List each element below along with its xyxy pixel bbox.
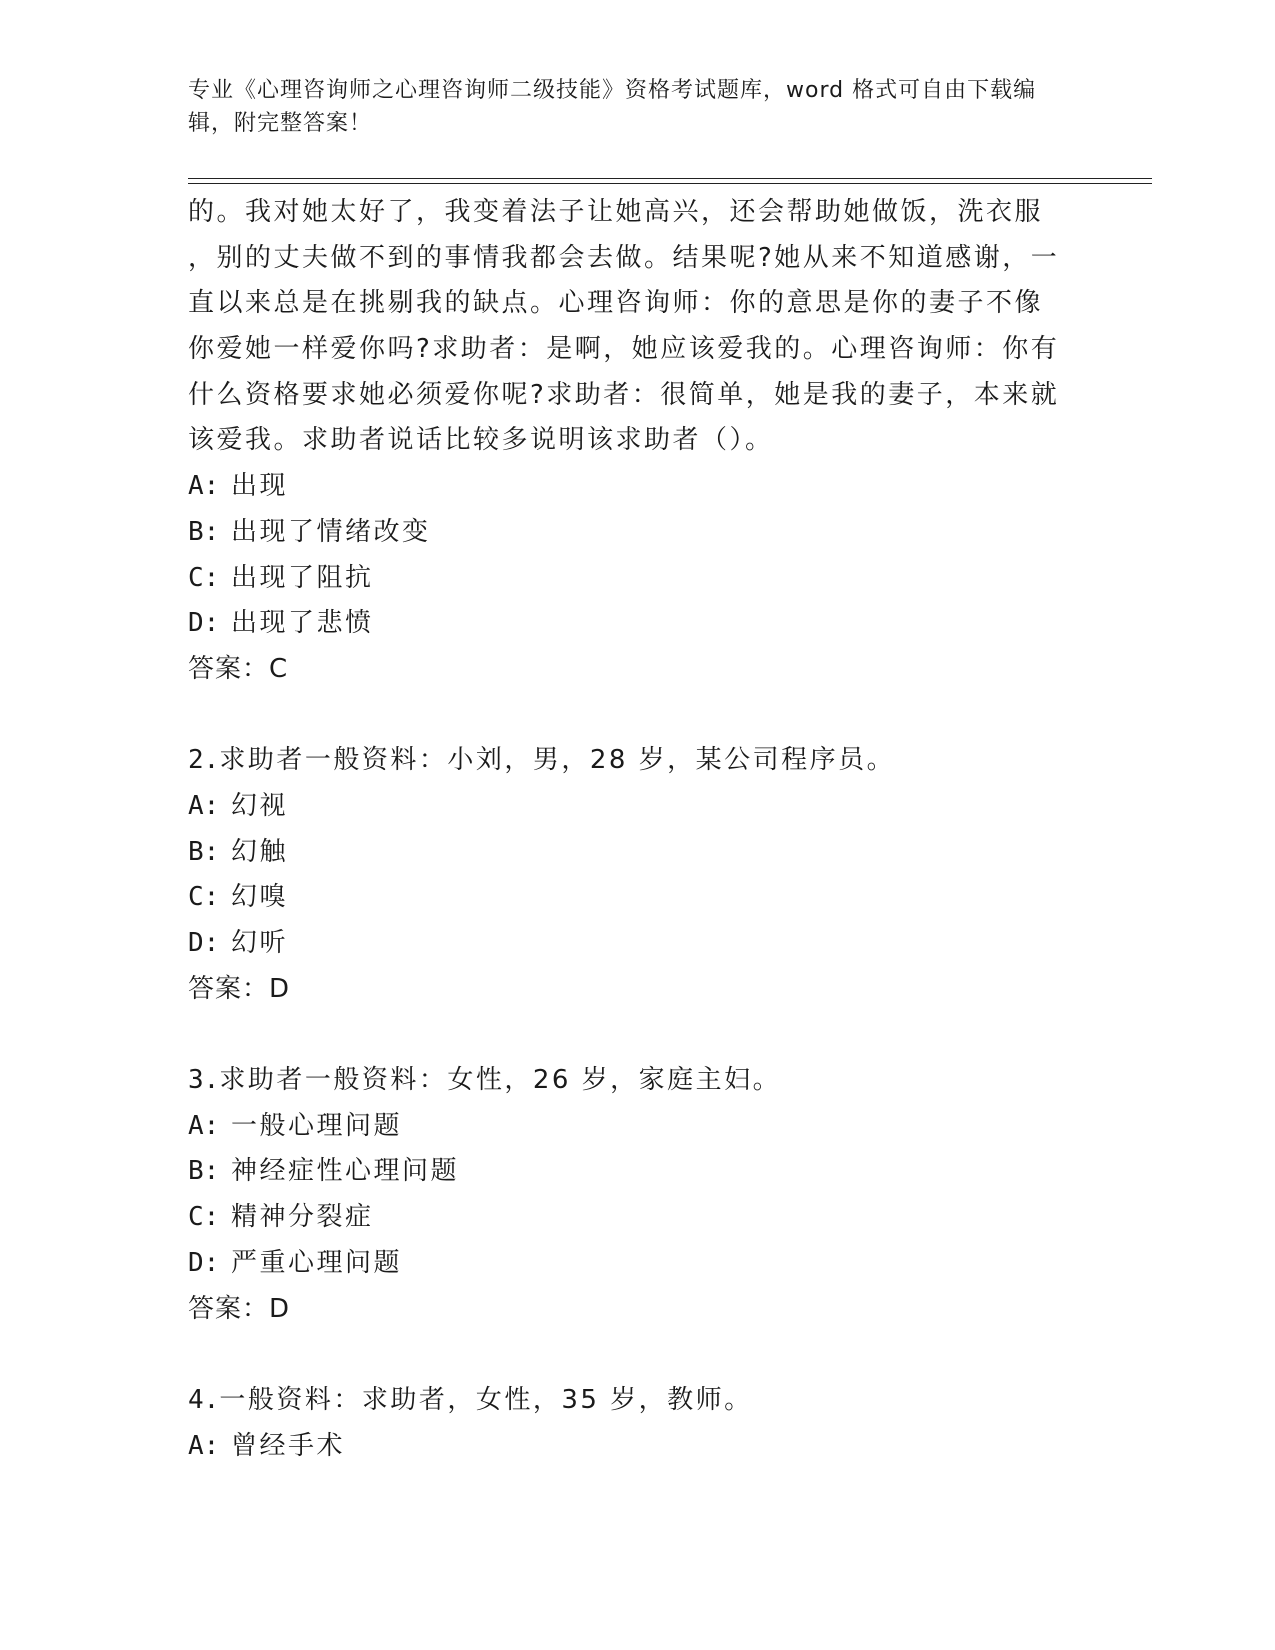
answer-line: 答案：C [188,653,289,684]
question-stem-text: 一般资料：求助者，女性，35 岁，教师。 [219,1384,753,1415]
option-text: 曾经手术 [231,1430,346,1461]
answer-line: 答案：D [188,973,291,1004]
question-stem-text: 求助者一般资料：女性，26 岁，家庭主妇。 [219,1065,782,1096]
option-a [188,784,1088,830]
header-rule-top [188,178,1152,179]
spacer [188,1012,1088,1058]
option-key: C: [188,882,220,913]
option-d [188,1241,1088,1287]
option-text: 严重心理问题 [231,1247,403,1278]
question-stem-line: 什么资格要求她必须爱你呢?求助者：很简单，她是我的妻子，本来就 [188,379,1060,410]
question-stem-line: 你爱她一样爱你吗?求助者：是啊，她应该爱我的。心理咨询师：你有 [188,334,1060,365]
option-text: 出现了阻抗 [231,562,374,593]
question-4 [188,1378,1088,1469]
option-key: B: [188,836,220,867]
option-key: D: [188,608,220,639]
question-list [188,190,1088,1469]
option-key: A: [188,471,220,502]
question-3 [188,1058,1088,1332]
option-text: 一般心理问题 [231,1110,403,1141]
question-number: 4. [188,1384,220,1415]
header-rule-bottom [188,183,1152,184]
option-b [188,510,1088,556]
option-text: 幻触 [231,836,289,867]
question-stem [188,1058,1088,1104]
spacer [188,1332,1088,1378]
question-stem [188,1378,1088,1424]
question-1 [188,190,1088,693]
option-b [188,1149,1088,1195]
option-key: C: [188,1202,220,1233]
option-a [188,1104,1088,1150]
option-text: 出现了情绪改变 [231,516,431,547]
option-text: 精神分裂症 [231,1202,374,1233]
question-stem-text: 求助者一般资料：小刘，男，28 岁，某公司程序员。 [219,745,896,776]
option-a [188,1424,1088,1470]
question-stem [188,738,1088,784]
option-text: 幻视 [231,790,289,821]
option-c [188,875,1088,921]
option-key: A: [188,1430,220,1461]
question-stem-line: ，别的丈夫做不到的事情我都会去做。结果呢?她从来不知道感谢，一 [188,242,1060,273]
option-text: 出现了悲愤 [231,608,374,639]
option-text: 出现 [231,471,289,502]
document-header: 专业《心理咨询师之心理咨询师二级技能》资格考试题库，word 格式可自由下载编辑，附完整答案！ [188,78,1037,136]
option-d [188,921,1088,967]
option-c [188,1195,1088,1241]
option-key: D: [188,928,220,958]
option-text: 幻听 [231,928,289,958]
option-a [188,464,1088,510]
answer-line: 答案：D [188,1293,291,1324]
question-number: 2. [188,745,220,776]
option-text: 幻嗅 [231,882,289,913]
question-stem-line: 的。我对她太好了，我变着法子让她高兴，还会帮助她做饭，洗衣服 [188,197,1044,227]
question-stem-line: 直以来总是在挑剔我的缺点。心理咨询师：你的意思是你的妻子不像 [188,288,1044,319]
option-key: A: [188,790,220,821]
question-number: 3. [188,1065,220,1096]
option-c [188,556,1088,602]
option-b [188,830,1088,876]
option-key: B: [188,516,220,547]
option-key: A: [188,1110,220,1141]
spacer [188,693,1088,739]
question-stem-line: 该爱我。求助者说话比较多说明该求助者（）。 [188,425,774,456]
option-text: 神经症性心理问题 [231,1156,460,1187]
option-key: C: [188,562,220,593]
option-key: D: [188,1247,220,1278]
option-key: B: [188,1156,220,1187]
question-2 [188,738,1088,1012]
option-d [188,601,1088,647]
